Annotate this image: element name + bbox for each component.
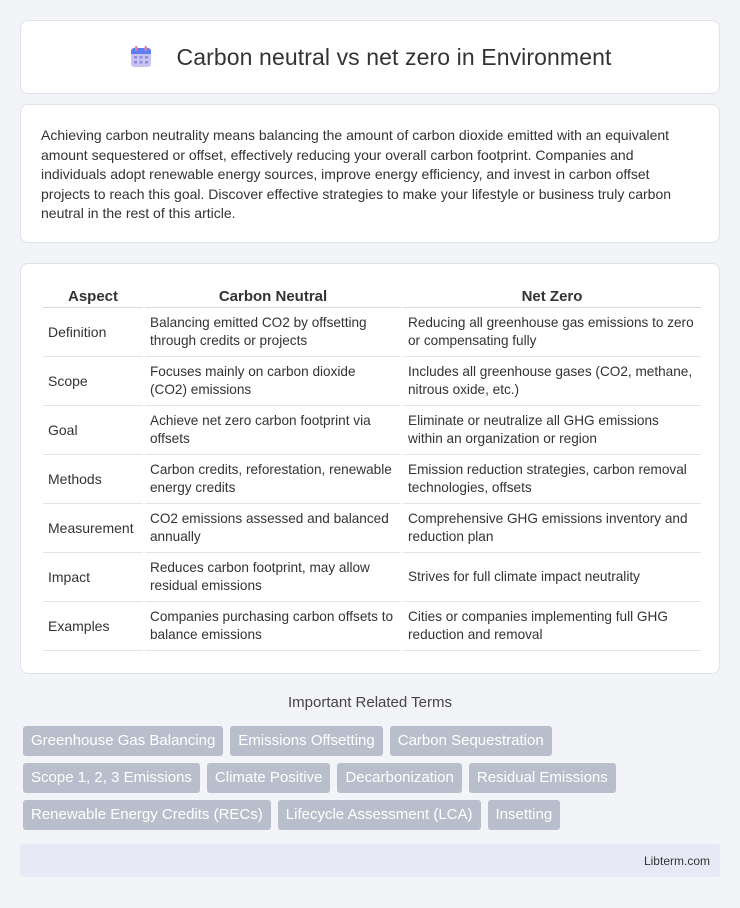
- table-row: [43, 553, 701, 602]
- header: [129, 44, 612, 71]
- tag-row: [23, 763, 723, 793]
- row-aspect: Definition: [43, 308, 143, 357]
- row-net-zero: Strives for full climate impact neutrality: [403, 553, 701, 602]
- tag-row: [23, 726, 723, 756]
- row-net-zero: Reducing all greenhouse gas emissions to zero or compensating fully: [403, 308, 701, 357]
- table-row: [43, 504, 701, 553]
- comparison-table: [41, 286, 703, 651]
- related-term-tag[interactable]: Climate Positive: [207, 763, 331, 793]
- row-net-zero: Includes all greenhouse gases (CO2, methane, nitrous oxide, etc.): [403, 357, 701, 406]
- row-net-zero: Comprehensive GHG emissions inventory and reduction plan: [403, 504, 701, 553]
- intro-paragraph: Achieving carbon neutrality means balancing the amount of carbon dioxide emitted with an equivalent amount sequestered or offset, effectively reducing your overall carbon footprint. Companies and individuals adopt renewable energy sources, improve energy efficiency, and invest in carbon offset projects to reach this goal. Discover effective strategies to make your lifestyle or business truly carbon neutral in the rest of this article.: [41, 127, 672, 221]
- tag-row: [23, 800, 723, 830]
- intro-card: [20, 104, 720, 243]
- calendar-icon: [129, 45, 153, 69]
- table-row: [43, 406, 701, 455]
- related-terms-list: [23, 726, 723, 837]
- footer-site-name[interactable]: Libterm.com: [643, 854, 710, 868]
- related-term-tag[interactable]: Lifecycle Assessment (LCA): [278, 800, 481, 830]
- related-term-tag[interactable]: Residual Emissions: [469, 763, 616, 793]
- header-aspect: Aspect: [43, 286, 143, 308]
- related-term-tag[interactable]: Greenhouse Gas Balancing: [23, 726, 223, 756]
- header-card: [20, 20, 720, 94]
- row-carbon-neutral: CO2 emissions assessed and balanced annually: [145, 504, 401, 553]
- row-net-zero: Emission reduction strategies, carbon removal technologies, offsets: [403, 455, 701, 504]
- comparison-card: [20, 263, 720, 674]
- related-term-tag[interactable]: Decarbonization: [337, 763, 461, 793]
- row-net-zero: Cities or companies implementing full GHG reduction and removal: [403, 602, 701, 651]
- table-row: [43, 357, 701, 406]
- related-term-tag[interactable]: Carbon Sequestration: [390, 726, 552, 756]
- row-carbon-neutral: Achieve net zero carbon footprint via offsets: [145, 406, 401, 455]
- row-carbon-neutral: Carbon credits, reforestation, renewable energy credits: [145, 455, 401, 504]
- related-term-tag[interactable]: Emissions Offsetting: [230, 726, 382, 756]
- page-title: Carbon neutral vs net zero in Environment: [176, 43, 612, 70]
- table-header-row: [43, 286, 701, 308]
- row-carbon-neutral: Balancing emitted CO2 by offsetting through credits or projects: [145, 308, 401, 357]
- table-row: [43, 308, 701, 357]
- row-carbon-neutral: Companies purchasing carbon offsets to balance emissions: [145, 602, 401, 651]
- row-aspect: Impact: [43, 553, 143, 602]
- row-aspect: Measurement: [43, 504, 143, 553]
- row-net-zero: Eliminate or neutralize all GHG emissions within an organization or region: [403, 406, 701, 455]
- row-aspect: Scope: [43, 357, 143, 406]
- row-carbon-neutral: Reduces carbon footprint, may allow residual emissions: [145, 553, 401, 602]
- related-terms-title: Important Related Terms: [288, 694, 452, 711]
- row-aspect: Goal: [43, 406, 143, 455]
- table-row: [43, 602, 701, 651]
- related-term-tag[interactable]: Scope 1, 2, 3 Emissions: [23, 763, 200, 793]
- row-carbon-neutral: Focuses mainly on carbon dioxide (CO2) emissions: [145, 357, 401, 406]
- related-term-tag[interactable]: Renewable Energy Credits (RECs): [23, 800, 271, 830]
- table-row: [43, 455, 701, 504]
- related-term-tag[interactable]: Insetting: [488, 800, 561, 830]
- header-net-zero: Net Zero: [403, 286, 701, 308]
- row-aspect: Methods: [43, 455, 143, 504]
- row-aspect: Examples: [43, 602, 143, 651]
- footer: [20, 844, 720, 877]
- header-carbon-neutral: Carbon Neutral: [145, 286, 401, 308]
